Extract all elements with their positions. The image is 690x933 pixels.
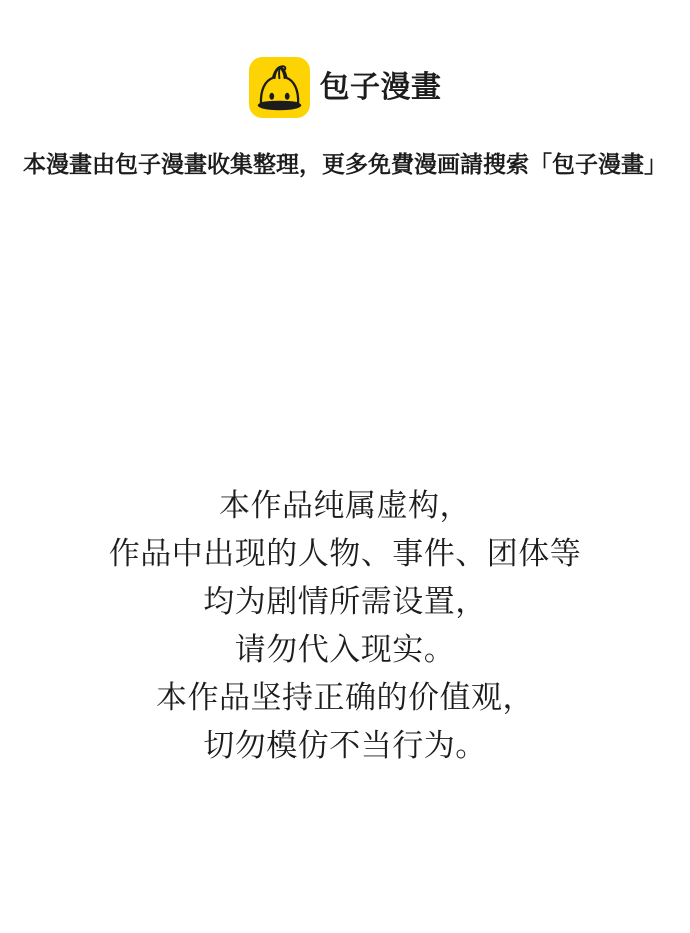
disclaimer-line: 请勿代入现实。 [234,632,456,667]
brand-logo [0,57,690,118]
baozi-logo-icon [249,57,310,118]
collection-notice: 本漫畫由包子漫畫收集整理，更多免費漫画請搜索「包子漫畫」 [23,151,667,177]
disclaimer-line: 作品中出现的人物、事件、团体等 [108,536,582,571]
disclaimer-block [0,482,690,770]
brand-title: 包子漫畫 [319,71,442,104]
disclaimer-line: 本作品纯属虚构， [219,488,471,523]
disclaimer-line: 均为剧情所需设置， [203,584,487,619]
disclaimer-line: 切勿模仿不当行为。 [203,728,487,763]
disclaimer-line: 本作品坚持正确的价值观， [156,680,534,715]
